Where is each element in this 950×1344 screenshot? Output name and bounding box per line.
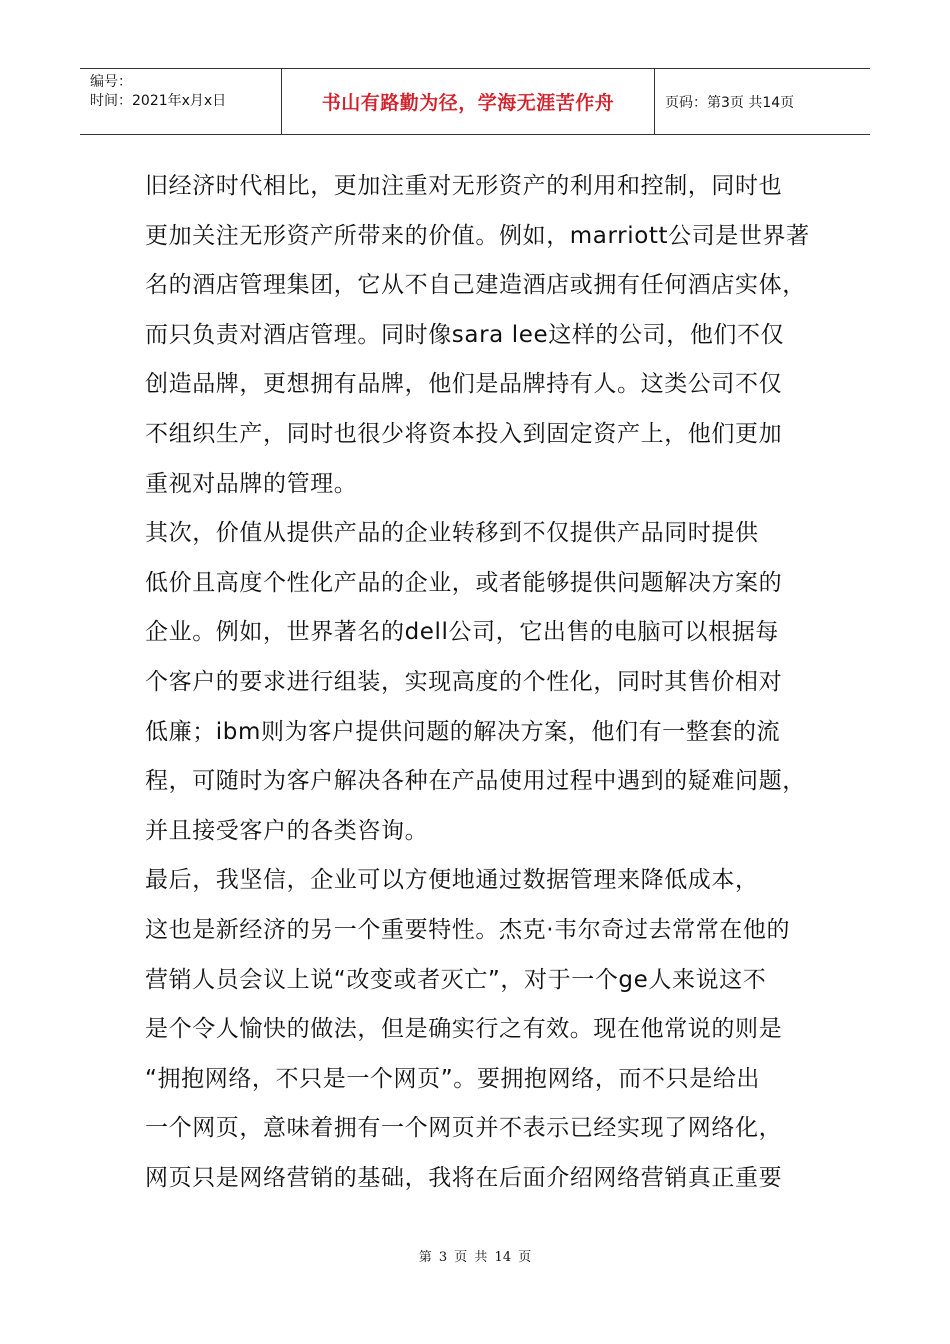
text-line: 低价且高度个性化产品的企业，或者能够提供问题解决方案的 [145,569,783,596]
text-line: 而只负责对酒店管理。同时像sara lee这样的公司，他们不仅 [145,321,785,348]
text-line: 其次，价值从提供产品的企业转移到不仅提供产品同时提供 [145,520,759,547]
header-meta [80,69,281,134]
text-line: 这也是新经济的另一个重要特性。杰克·韦尔奇过去常常在他的 [145,916,791,943]
time-label: 时间：2021年x月x日 [90,93,227,109]
header-motto-cell [281,69,655,134]
text-line: 并且接受客户的各类咨询。 [145,817,429,844]
text-line: 重视对品牌的管理。 [145,470,358,497]
motto-text: 书山有路勤为径，学海无涯苦作舟 [321,92,615,114]
page-code: 页码：第3页 共14页 [665,94,795,111]
text-line: 低廉；ibm则为客户提供问题的解决方案，他们有一整套的流 [145,718,781,745]
text-line: 程，可随时为客户解决各种在产品使用过程中遇到的疑难问题， [145,768,806,795]
text-line: 企业。例如，世界著名的dell公司，它出售的电脑可以根据每 [145,619,779,646]
text-line: 名的酒店管理集团，它从不自己建造酒店或拥有任何酒店实体， [145,272,806,299]
text-line: 是个令人愉快的做法，但是确实行之有效。现在他常说的则是 [145,1016,783,1043]
text-line: 创造品牌，更想拥有品牌，他们是品牌持有人。这类公司不仅 [145,371,783,398]
text-line: 个客户的要求进行组装，实现高度的个性化，同时其售价相对 [145,668,783,695]
number-label: 编号： [90,74,132,90]
text-line: 网页只是网络营销的基础，我将在后面介绍网络营销真正重要 [145,1164,783,1191]
text-line: 旧经济时代相比，更加注重对无形资产的利用和控制，同时也 [145,173,783,199]
page-header [80,68,870,135]
header-page-code-cell [655,69,870,134]
body-text [145,162,825,1203]
text-line: 一个网页，意味着拥有一个网页并不表示已经实现了网络化， [145,1115,783,1142]
text-line: 不组织生产，同时也很少将资本投入到固定资产上，他们更加 [145,420,783,447]
page-footer: 第 3 页 共 14 页 [418,1250,532,1265]
text-line: “拥抱网络，不只是一个网页”。要拥抱网络，而不只是给出 [145,1065,761,1092]
text-line: 更加关注无形资产所带来的价值。例如，marriott公司是世界著 [145,222,810,249]
text-line: 最后，我坚信，企业可以方便地通过数据管理来降低成本， [145,867,759,894]
text-line: 营销人员会议上说“改变或者灭亡”，对于一个ge人来说这不 [145,966,767,993]
